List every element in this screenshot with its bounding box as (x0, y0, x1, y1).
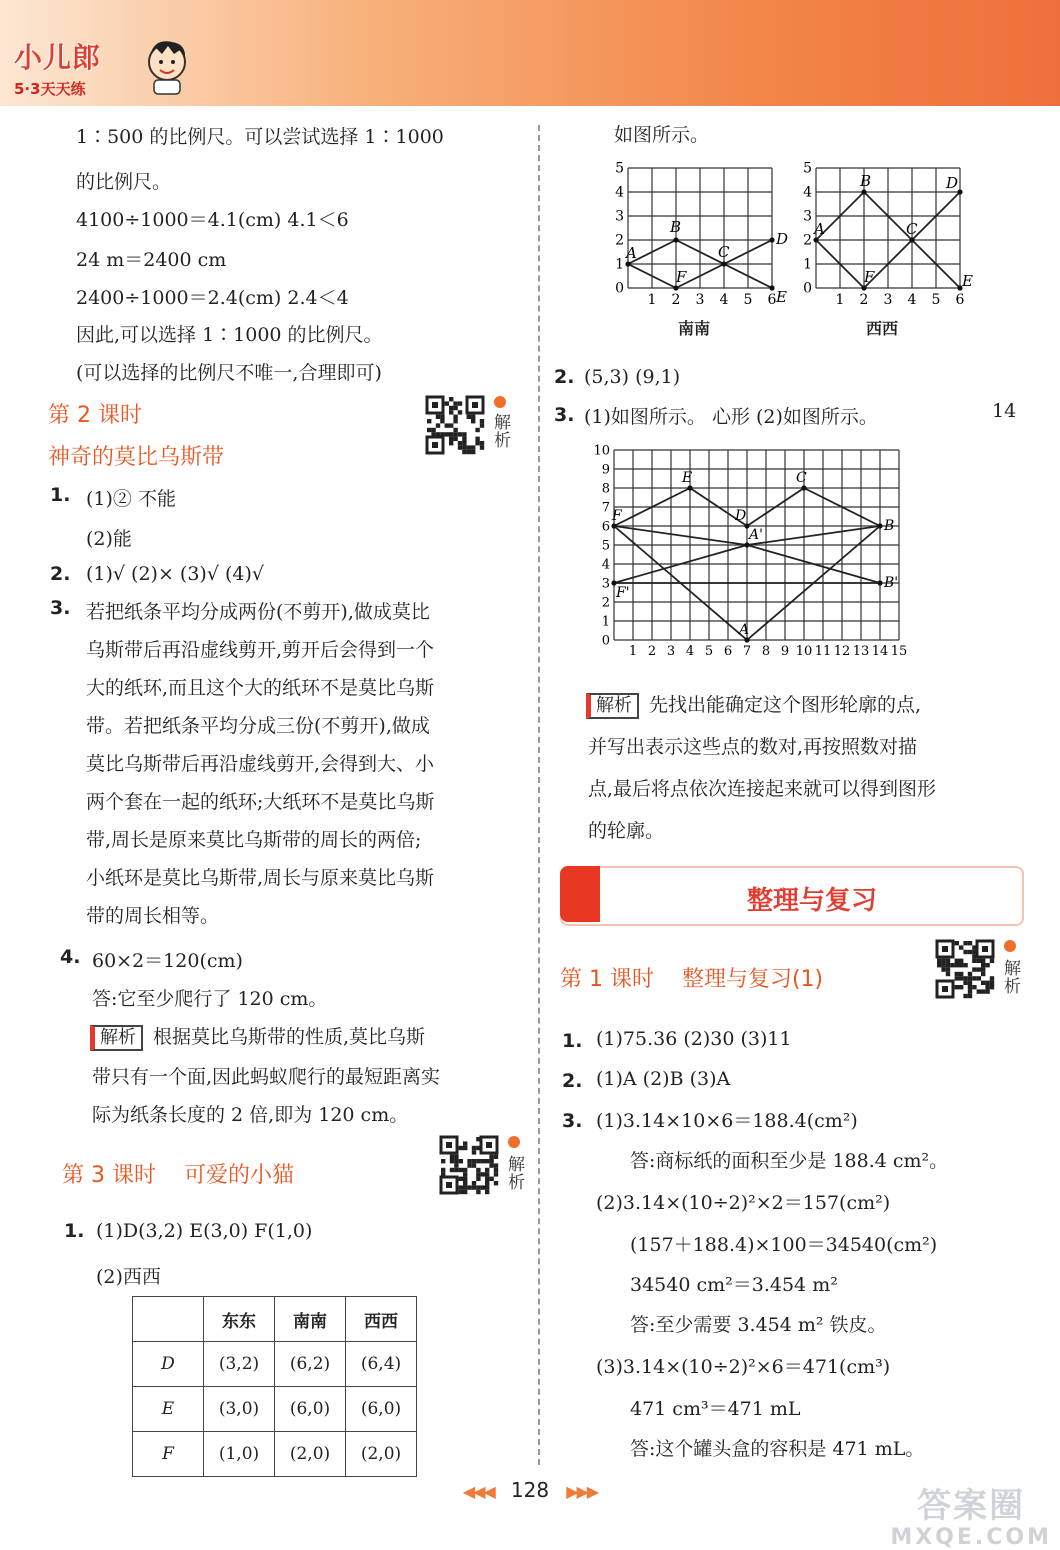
lesson-title: 第 2 课时 (48, 403, 142, 428)
y-tick-label: 0 (615, 280, 624, 297)
arrow-left-icon: ◀◀◀ (462, 1482, 494, 1501)
answer-line: 大的纸环,而且这个大的纸环不是莫比乌斯 (86, 677, 435, 699)
point-marker (625, 261, 630, 266)
question-number: 2. (50, 563, 71, 585)
x-tick-label: 3 (883, 292, 893, 308)
section-banner (560, 866, 1024, 926)
point-marker (861, 285, 866, 290)
x-tick-label: 4 (685, 644, 695, 659)
explanation-line: 带只有一个面,因此蚂蚁爬行的最短距离实 (92, 1066, 441, 1088)
table-header-cell: 东东 (204, 1297, 275, 1342)
point-label: E (962, 272, 973, 290)
grid-caption: 西西 (866, 319, 899, 338)
question-number: 1. (64, 1220, 85, 1242)
point-label: D (776, 230, 789, 248)
point-label: B (860, 172, 872, 190)
y-tick-label: 8 (601, 481, 610, 497)
answer-text: (1)A (2)B (3)A (596, 1068, 731, 1090)
point-label: B (884, 518, 895, 534)
answer-line: 答:商标纸的面积至少是 188.4 cm²。 (630, 1150, 949, 1172)
table-cell: (1,0) (204, 1432, 275, 1477)
point-marker (877, 523, 882, 528)
answer-line: 带。若把纸条平均分成三份(不剪开),做成 (86, 715, 430, 737)
explanation-line: 并写出表示这些点的数对,再按照数对描 (588, 736, 918, 758)
answer-line: (157＋188.4)×100＝34540(cm²) (630, 1234, 938, 1256)
lesson-name: 神奇的莫比乌斯带 (48, 445, 225, 470)
point-label: B (670, 218, 682, 236)
y-tick-label: 0 (601, 633, 610, 649)
x-tick-label: 4 (907, 292, 917, 308)
lesson-title (560, 962, 823, 993)
text-line: 如图所示。 (614, 124, 710, 146)
x-tick-label: 2 (647, 644, 657, 659)
point-marker (769, 237, 774, 242)
question-number: 1. (562, 1030, 583, 1052)
x-tick-label: 14 (871, 644, 889, 659)
point-label: F (612, 508, 622, 524)
table-cell: F (133, 1432, 204, 1477)
answer-text: (1)√ (2)× (3)√ (4)√ (86, 563, 265, 585)
point-label: F' (616, 585, 630, 601)
qr-code-icon[interactable] (438, 1134, 500, 1196)
point-label: C (718, 243, 730, 261)
answer-line: (2)3.14×(10÷2)²×2＝157(cm²) (596, 1192, 891, 1214)
y-tick-label: 4 (803, 184, 812, 201)
y-tick-label: 2 (803, 232, 812, 249)
coordinate-grid-xixi (792, 162, 982, 312)
answer-text: 60×2＝120(cm) (92, 950, 243, 972)
column-divider (538, 125, 540, 1465)
answer-line: 471 cm³＝471 mL (630, 1398, 801, 1420)
table-cell: (3,0) (204, 1387, 275, 1432)
question-number: 3. (50, 597, 71, 619)
question-number: 4. (60, 946, 81, 968)
table-row (133, 1432, 417, 1477)
table-cell: (2,0) (346, 1432, 417, 1477)
table-cell: (3,2) (204, 1342, 275, 1387)
lesson-name: 整理与复习(1) (681, 967, 824, 992)
answer-line: 答:至少需要 3.454 m² 铁皮。 (630, 1314, 887, 1336)
explanation-line (586, 690, 921, 719)
text-line: (可以选择的比例尺不唯一,合理即可) (76, 362, 382, 384)
table-cell: D (133, 1342, 204, 1387)
y-tick-label: 3 (803, 208, 812, 225)
lesson-name: 可爱的小猫 (183, 1163, 294, 1188)
point-label: C (906, 220, 918, 238)
point-marker (877, 580, 882, 585)
brand-subtitle: 5·3天天练 (14, 80, 86, 98)
text-line: 4100÷1000＝4.1(cm) 4.1＜6 (76, 209, 349, 231)
text-line: 的比例尺。 (76, 171, 172, 193)
point-marker (769, 285, 774, 290)
lesson-title (62, 1158, 294, 1189)
x-tick-label: 9 (780, 644, 790, 659)
x-tick-label: 6 (955, 292, 965, 308)
grid-caption: 南南 (678, 319, 711, 338)
answer-line: 34540 cm²＝3.454 m² (630, 1274, 838, 1296)
text-line: 24 m＝2400 cm (76, 249, 227, 271)
explanation-text: 根据莫比乌斯带的性质,莫比乌斯 (153, 1026, 426, 1048)
table-header-cell: 西西 (346, 1297, 417, 1342)
answer-line: 带的周长相等。 (86, 905, 220, 927)
point-label: A (739, 622, 750, 638)
watermark-top: 答案圈 (917, 1486, 1026, 1526)
point-marker (673, 237, 678, 242)
x-tick-label: 6 (723, 644, 733, 659)
point-label: A (626, 244, 637, 262)
play-dot-icon (494, 396, 506, 408)
x-tick-label: 15 (890, 644, 908, 659)
explanation-line: 的轮廓。 (588, 820, 665, 842)
coordinate-grid-nannan (604, 162, 794, 312)
play-dot-icon (508, 1136, 520, 1148)
watermark (890, 1478, 1052, 1550)
banner-title: 整理与复习 (746, 886, 877, 916)
table-cell: (6,0) (346, 1387, 417, 1432)
x-tick-label: 1 (647, 292, 657, 308)
y-tick-label: 3 (615, 208, 624, 225)
heart-coordinate-grid (586, 444, 912, 666)
x-tick-label: 12 (833, 644, 851, 659)
x-tick-label: 2 (859, 292, 869, 308)
point-label: F (864, 268, 875, 286)
table-header-cell (133, 1297, 204, 1342)
point-label: E (776, 288, 787, 306)
answer-line: (3)3.14×(10÷2)²×6＝471(cm³) (596, 1356, 891, 1378)
table-row (133, 1342, 417, 1387)
arrow-right-icon: ▶▶▶ (566, 1482, 598, 1501)
point-label: C (796, 470, 807, 486)
y-tick-label: 2 (601, 595, 610, 611)
point-label: A' (749, 527, 763, 543)
y-tick-label: 3 (601, 576, 610, 592)
y-tick-label: 1 (803, 256, 812, 273)
question-number: 2. (562, 1070, 583, 1092)
answer-text: (5,3) (9,1) (584, 366, 681, 388)
explanation-badge: 解析 (586, 693, 639, 719)
page-number: 128 (510, 1478, 550, 1502)
table-cell: (6,2) (275, 1342, 346, 1387)
qr-code-icon[interactable] (424, 394, 486, 456)
text-line: 因此,可以选择 1∶1000 的比例尺。 (76, 324, 383, 346)
x-tick-label: 5 (743, 292, 753, 308)
brand-name: 小儿郎 (14, 41, 102, 74)
x-tick-label: 7 (742, 644, 752, 659)
x-tick-label: 2 (671, 292, 681, 308)
answer-line: 带,周长是原来莫比乌斯带的周长的两倍; (86, 829, 422, 851)
table-cell: (2,0) (275, 1432, 346, 1477)
qr-label: 解析 (1004, 959, 1021, 997)
y-tick-label: 5 (803, 162, 812, 177)
table-cell: E (133, 1387, 204, 1432)
answer-text: 答:它至少爬行了 120 cm。 (92, 988, 328, 1010)
y-tick-label: 4 (601, 557, 610, 573)
qr-label: 解析 (494, 413, 511, 451)
x-tick-label: 1 (628, 644, 638, 659)
play-dot-icon (1004, 940, 1016, 952)
answer-line: (1)3.14×10×6＝188.4(cm²) (596, 1110, 858, 1132)
answer-text: (2)西西 (96, 1266, 161, 1288)
y-tick-label: 5 (615, 162, 624, 177)
explanation-line: 际为纸条长度的 2 倍,即为 120 cm。 (92, 1104, 409, 1126)
brand-logo (14, 36, 101, 99)
x-tick-label: 5 (704, 644, 714, 659)
lesson-number: 第 1 课时 (560, 967, 654, 992)
point-label: E (682, 470, 693, 486)
answer-line: 乌斯带后再沿虚线剪开,剪开后会得到一个 (86, 639, 435, 661)
mascot-icon (142, 34, 192, 96)
question-number: 2. (554, 366, 575, 388)
answer-text: (1)如图所示。 心形 (2)如图所示。 (584, 406, 878, 428)
table-row (133, 1387, 417, 1432)
lesson-number: 第 3 课时 (62, 1163, 156, 1188)
y-tick-label: 10 (593, 444, 610, 459)
answer-line: 两个套在一起的纸环;大纸环不是莫比乌斯 (86, 791, 435, 813)
y-tick-label: 5 (601, 538, 610, 554)
explanation-badge: 解析 (90, 1025, 143, 1051)
table-header-cell: 南南 (275, 1297, 346, 1342)
y-tick-label: 4 (615, 184, 624, 201)
x-tick-label: 3 (695, 292, 705, 308)
x-tick-label: 1 (835, 292, 845, 308)
answer-text: (2)能 (86, 528, 132, 550)
text-line: 1∶500 的比例尺。可以尝试选择 1∶1000 (76, 126, 444, 148)
table-cell: (6,4) (346, 1342, 417, 1387)
explanation-text: 先找出能确定这个图形轮廓的点, (649, 694, 922, 716)
watermark-bottom: MXQE.COM (890, 1525, 1052, 1550)
x-tick-label: 5 (931, 292, 941, 308)
y-tick-label: 0 (803, 280, 812, 297)
explanation-line: 点,最后将点依次连接起来就可以得到图形 (588, 778, 937, 800)
answer-extra: 14 (992, 400, 1017, 422)
answer-text: (1)② 不能 (86, 488, 176, 510)
y-tick-label: 9 (601, 462, 610, 478)
point-label: A (814, 220, 825, 238)
answer-line: 莫比乌斯带后再沿虚线剪开,会得到大、小 (86, 753, 435, 775)
question-number: 1. (50, 484, 71, 506)
x-tick-label: 11 (814, 644, 832, 659)
point-marker (611, 523, 616, 528)
x-tick-label: 10 (795, 644, 813, 659)
point-label: F (676, 268, 687, 286)
point-label: D (946, 174, 959, 192)
point-marker (861, 189, 866, 194)
y-tick-label: 7 (601, 500, 610, 516)
x-tick-label: 13 (852, 644, 870, 659)
answer-line: 若把纸条平均分成两份(不剪开),做成莫比 (86, 601, 430, 623)
point-marker (957, 189, 962, 194)
y-tick-label: 1 (601, 614, 610, 630)
qr-label: 解析 (508, 1155, 525, 1193)
answer-line: 小纸环是莫比乌斯带,周长与原来莫比乌斯 (86, 867, 435, 889)
point-marker (687, 485, 692, 490)
x-tick-label: 4 (719, 292, 729, 308)
point-marker (813, 237, 818, 242)
point-label: D (735, 508, 747, 524)
x-tick-label: 3 (666, 644, 676, 659)
point-marker (909, 237, 914, 242)
answer-text: (1)75.36 (2)30 (3)11 (596, 1028, 792, 1050)
y-tick-label: 1 (615, 256, 624, 273)
text-line: 2400÷1000＝2.4(cm) 2.4＜4 (76, 287, 349, 309)
answer-text: (1)D(3,2) E(3,0) F(1,0) (96, 1220, 313, 1242)
point-marker (744, 637, 749, 642)
question-number: 3. (554, 404, 575, 426)
point-marker (744, 542, 749, 547)
table-header-row (133, 1297, 417, 1342)
point-marker (721, 261, 726, 266)
table-cell: (6,0) (275, 1387, 346, 1432)
point-marker (801, 485, 806, 490)
explanation-line (90, 1022, 425, 1051)
qr-code-icon[interactable] (934, 938, 996, 1000)
point-marker (673, 285, 678, 290)
x-tick-label: 8 (761, 644, 771, 659)
x-tick-label: 6 (767, 292, 777, 308)
question-number: 3. (562, 1110, 583, 1132)
answer-line: 答:这个罐头盒的容积是 471 mL。 (630, 1438, 925, 1460)
coordinates-table (132, 1296, 417, 1477)
point-label: B' (884, 575, 899, 591)
y-tick-label: 6 (601, 519, 610, 535)
y-tick-label: 2 (615, 232, 624, 249)
